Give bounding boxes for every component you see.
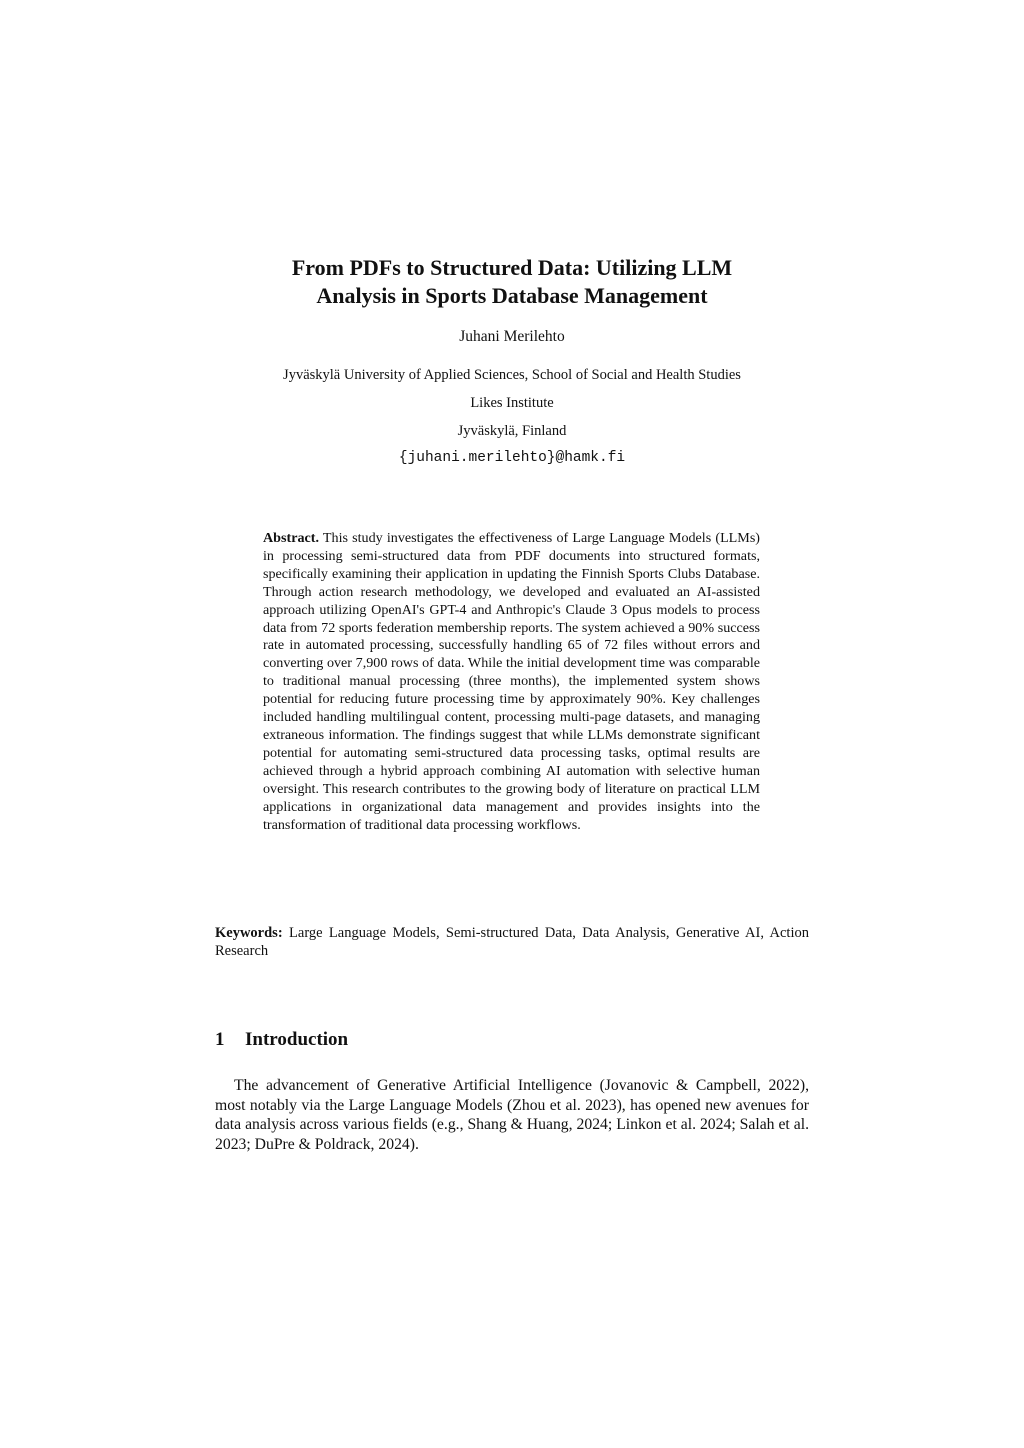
author-email: {juhani.merilehto}@hamk.fi	[398, 450, 626, 466]
introduction-paragraph: The advancement of Generative Artificial Intelligence (Jovanovic & Campbell, 2022), most notably via the Large Language Models (Zhou et al. 2023), has opened new avenues for data analysis across various fields (e.g., Shang & Huang, 2024; Linkon et al. 2024; Salah et al. 2023; DuPre & Poldrack, 2024).	[215, 1077, 809, 1153]
keywords	[215, 924, 809, 960]
keywords-label: Keywords:	[215, 925, 283, 941]
section-heading-introduction	[215, 1029, 348, 1051]
author-name: Juhani Merilehto	[459, 328, 565, 345]
abstract-text: This study investigates the effectiveness of Large Language Models (LLMs) in processing semi-structured data from PDF documents into structured formats, specifically examining their application in updating the Finnish Sports Clubs Database. Through action research methodology, we developed and evaluated an AI-assisted approach utilizing OpenAI's GPT-4 and Anthropic's Claude 3 Opus models to process data from 72 sports federation membership reports. The system achieved a 90% success rate in automated processing, successfully handling 65 of 72 files without errors and converting over 7,900 rows of data. While the initial development time was comparable to traditional manual processing (three months), the implemented system shows potential for reducing future processing time by approximately 90%. Key challenges included handling multilingual content, processing multi-page datasets, and managing extraneous information. The findings suggest that while LLMs demonstrate significant potential for automating semi-structured data processing tasks, optimal results are achieved through a hybrid approach combining AI automation with selective human oversight. This research contributes to the growing body of literature on practical LLM applications in organizational data management and provides insights into the transformation of traditional data processing workflows.	[263, 530, 760, 833]
abstract	[263, 530, 760, 834]
abstract-label: Abstract.	[263, 530, 319, 546]
section-title: Introduction	[245, 1029, 349, 1050]
paper-title-line-2: Analysis in Sports Database Management	[316, 283, 708, 308]
section-number: 1	[215, 1029, 225, 1050]
affiliation-school: Jyväskylä University of Applied Sciences, School of Social and Health Studies	[283, 367, 741, 383]
paper-title-line-1: From PDFs to Structured Data: Utilizing LLM	[291, 255, 733, 280]
affiliation-institute: Likes Institute	[470, 395, 554, 411]
keywords-text: Large Language Models, Semi-structured Data, Data Analysis, Generative AI, Action Research	[215, 925, 809, 959]
affiliation-location: Jyväskylä, Finland	[457, 423, 567, 439]
paper-title	[0, 254, 1024, 310]
